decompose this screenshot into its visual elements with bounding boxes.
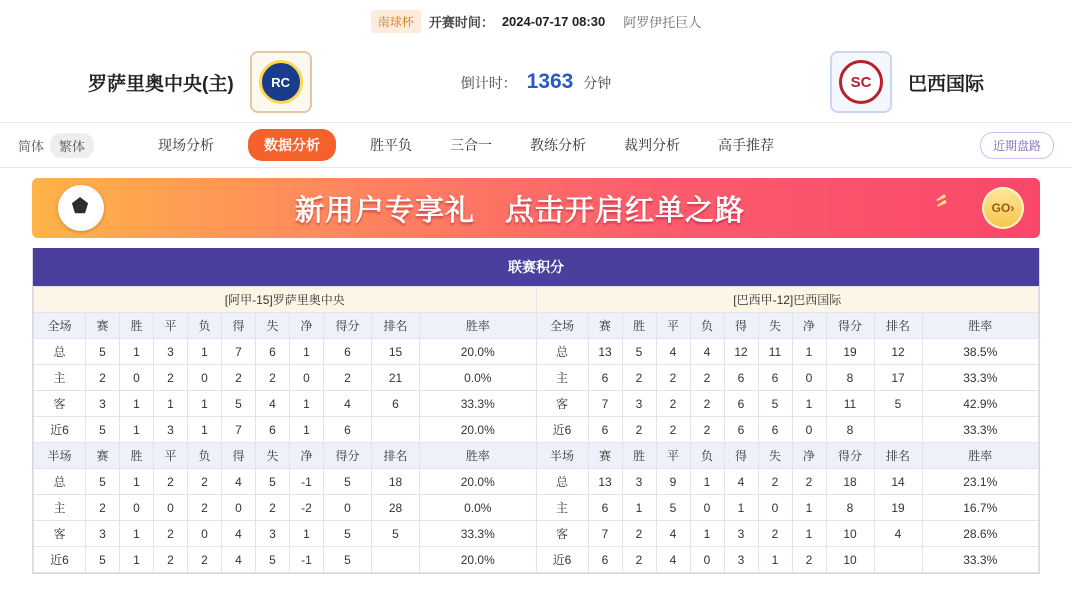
- full-right-r3-c7: 0: [792, 417, 826, 443]
- swoosh-icon: 〞: [935, 194, 964, 225]
- full-right-r0-c6: 11: [758, 339, 792, 365]
- full-left-r2-c10: 33.3%: [420, 391, 537, 417]
- half-rcol-7: 净: [792, 443, 826, 469]
- lang-traditional[interactable]: 繁体: [50, 133, 94, 158]
- full-left-r3-c4: 1: [188, 417, 222, 443]
- full-right-r2-c2: 3: [622, 391, 656, 417]
- table-row: [34, 365, 1039, 391]
- half-right-r3-c9: [874, 547, 922, 573]
- half-left-r0-c4: 2: [188, 469, 222, 495]
- full-right-r3-c0: 近6: [536, 417, 588, 443]
- full-left-r1-c9: 21: [372, 365, 420, 391]
- full-left-r0-c3: 3: [154, 339, 188, 365]
- full-right-r2-c8: 11: [826, 391, 874, 417]
- full-rcol-4: 负: [690, 313, 724, 339]
- full-left-r2-c5: 5: [222, 391, 256, 417]
- half-rcol-9: 排名: [874, 443, 922, 469]
- full-right-r2-c3: 2: [656, 391, 690, 417]
- full-left-r1-c10: 0.0%: [420, 365, 537, 391]
- full-left-r3-c6: 6: [256, 417, 290, 443]
- full-rcol-6: 失: [758, 313, 792, 339]
- full-right-r0-c9: 12: [874, 339, 922, 365]
- half-right-r1-c2: 1: [622, 495, 656, 521]
- half-right-r3-c5: 3: [724, 547, 758, 573]
- full-col-7: 净: [290, 313, 324, 339]
- full-col-10: 胜率: [420, 313, 537, 339]
- full-rcol-7: 净: [792, 313, 826, 339]
- full-rcol-10: 胜率: [922, 313, 1039, 339]
- half-col-1: 赛: [86, 443, 120, 469]
- half-right-r1-c6: 0: [758, 495, 792, 521]
- half-col-8: 得分: [324, 443, 372, 469]
- half-left-r3-c5: 4: [222, 547, 256, 573]
- match-info-bar: [0, 0, 1072, 42]
- full-left-r3-c10: 20.0%: [420, 417, 537, 443]
- half-col-0: 半场: [34, 443, 86, 469]
- half-right-r1-c7: 1: [792, 495, 826, 521]
- half-left-r3-c4: 2: [188, 547, 222, 573]
- half-left-r3-c9: [372, 547, 420, 573]
- full-left-r0-c8: 6: [324, 339, 372, 365]
- kickoff-label: 开赛时间：: [428, 14, 494, 30]
- full-right-r2-c10: 42.9%: [922, 391, 1039, 417]
- half-left-r3-c3: 2: [154, 547, 188, 573]
- half-col-5: 得: [222, 443, 256, 469]
- go-button[interactable]: GO›: [982, 187, 1024, 229]
- half-right-r3-c6: 1: [758, 547, 792, 573]
- half-left-r0-c5: 4: [222, 469, 256, 495]
- half-right-r0-c8: 18: [826, 469, 874, 495]
- away-crest-label: SC: [839, 60, 883, 104]
- full-left-r1-c8: 2: [324, 365, 372, 391]
- full-right-r1-c4: 2: [690, 365, 724, 391]
- full-right-r0-c3: 4: [656, 339, 690, 365]
- full-right-r1-c5: 6: [724, 365, 758, 391]
- half-left-r1-c9: 28: [372, 495, 420, 521]
- countdown-value: 1363: [526, 70, 574, 93]
- full-right-r1-c9: 17: [874, 365, 922, 391]
- half-right-r3-c1: 6: [588, 547, 622, 573]
- full-left-r3-c3: 3: [154, 417, 188, 443]
- half-left-r2-c3: 2: [154, 521, 188, 547]
- full-right-r1-c6: 6: [758, 365, 792, 391]
- half-right-r2-c5: 3: [724, 521, 758, 547]
- full-right-r3-c9: [874, 417, 922, 443]
- full-left-r3-c7: 1: [290, 417, 324, 443]
- full-rcol-0: 全场: [536, 313, 588, 339]
- half-left-r0-c7: -1: [290, 469, 324, 495]
- main-nav: [0, 122, 1072, 168]
- full-col-3: 平: [154, 313, 188, 339]
- half-rcol-0: 半场: [536, 443, 588, 469]
- left-team-header: [阿甲-15]罗萨里奥中央: [34, 287, 537, 313]
- half-right-r0-c3: 9: [656, 469, 690, 495]
- half-right-r0-c7: 2: [792, 469, 826, 495]
- teams-row: [0, 42, 1072, 122]
- countdown-label: 倒计时：: [460, 75, 517, 91]
- half-rcol-5: 得: [724, 443, 758, 469]
- countdown: [0, 70, 1072, 94]
- full-col-9: 排名: [372, 313, 420, 339]
- countdown-unit: 分钟: [583, 75, 612, 91]
- venue-note: 阿罗伊托巨人: [623, 14, 702, 30]
- full-right-r1-c7: 0: [792, 365, 826, 391]
- half-rcol-1: 赛: [588, 443, 622, 469]
- half-right-r1-c4: 0: [690, 495, 724, 521]
- promo-banner-text: 新用户专享礼 点击开启红单之路: [294, 194, 745, 227]
- full-right-r1-c3: 2: [656, 365, 690, 391]
- tab-coach-analysis[interactable]: 教练分析: [530, 137, 587, 153]
- tab-expert-picks[interactable]: 高手推荐: [718, 137, 775, 153]
- half-col-9: 排名: [372, 443, 420, 469]
- full-left-r0-c9: 15: [372, 339, 420, 365]
- standings-team-header-row: [34, 287, 1039, 313]
- half-right-r0-c5: 4: [724, 469, 758, 495]
- tab-data-analysis[interactable]: 数据分析: [248, 129, 336, 161]
- full-right-r3-c2: 2: [622, 417, 656, 443]
- half-right-r2-c1: 7: [588, 521, 622, 547]
- half-left-r0-c2: 1: [120, 469, 154, 495]
- full-left-r1-c1: 2: [86, 365, 120, 391]
- full-left-r0-c5: 7: [222, 339, 256, 365]
- half-left-r3-c10: 20.0%: [420, 547, 537, 573]
- half-rcol-4: 负: [690, 443, 724, 469]
- home-team-name: 罗萨里奥中央(主): [88, 73, 234, 95]
- full-rcol-2: 胜: [622, 313, 656, 339]
- full-right-r3-c6: 6: [758, 417, 792, 443]
- full-right-r2-c5: 6: [724, 391, 758, 417]
- half-right-r1-c1: 6: [588, 495, 622, 521]
- full-right-r0-c8: 19: [826, 339, 874, 365]
- full-right-r0-c7: 1: [792, 339, 826, 365]
- half-right-r3-c4: 0: [690, 547, 724, 573]
- full-right-r0-c5: 12: [724, 339, 758, 365]
- table-row: [34, 547, 1039, 573]
- half-right-r0-c6: 2: [758, 469, 792, 495]
- full-left-r1-c3: 2: [154, 365, 188, 391]
- half-right-r2-c9: 4: [874, 521, 922, 547]
- full-left-r3-c8: 6: [324, 417, 372, 443]
- full-left-r3-c1: 5: [86, 417, 120, 443]
- kickoff-time: 2024-07-17 08:30: [501, 13, 606, 29]
- half-left-r0-c1: 5: [86, 469, 120, 495]
- half-right-r0-c4: 1: [690, 469, 724, 495]
- half-right-r1-c3: 5: [656, 495, 690, 521]
- full-right-r2-c9: 5: [874, 391, 922, 417]
- half-col-7: 净: [290, 443, 324, 469]
- tab-live-analysis[interactable]: 现场分析: [158, 137, 215, 153]
- half-right-r3-c3: 4: [656, 547, 690, 573]
- full-rcol-8: 得分: [826, 313, 874, 339]
- half-right-r3-c7: 2: [792, 547, 826, 573]
- half-left-r2-c7: 1: [290, 521, 324, 547]
- half-col-4: 负: [188, 443, 222, 469]
- half-right-r1-c5: 1: [724, 495, 758, 521]
- full-header-row: [34, 313, 1039, 339]
- full-col-5: 得: [222, 313, 256, 339]
- half-left-r1-c6: 2: [256, 495, 290, 521]
- half-right-r2-c7: 1: [792, 521, 826, 547]
- half-right-r3-c10: 33.3%: [922, 547, 1039, 573]
- half-left-r2-c4: 0: [188, 521, 222, 547]
- half-left-r2-c1: 3: [86, 521, 120, 547]
- half-left-r2-c0: 客: [34, 521, 86, 547]
- half-right-r0-c1: 13: [588, 469, 622, 495]
- half-right-r2-c0: 客: [536, 521, 588, 547]
- half-rcol-10: 胜率: [922, 443, 1039, 469]
- half-left-r1-c2: 0: [120, 495, 154, 521]
- full-col-1: 赛: [86, 313, 120, 339]
- half-left-r0-c3: 2: [154, 469, 188, 495]
- half-left-r1-c5: 0: [222, 495, 256, 521]
- full-right-r1-c2: 2: [622, 365, 656, 391]
- half-left-r2-c8: 5: [324, 521, 372, 547]
- full-left-r3-c2: 1: [120, 417, 154, 443]
- full-left-r1-c4: 0: [188, 365, 222, 391]
- half-right-r1-c9: 19: [874, 495, 922, 521]
- soccer-ball-icon: [58, 185, 104, 231]
- standings-title: 联赛积分: [33, 248, 1039, 286]
- full-left-r1-c0: 主: [34, 365, 86, 391]
- half-left-r2-c2: 1: [120, 521, 154, 547]
- full-right-r3-c1: 6: [588, 417, 622, 443]
- half-left-r1-c3: 0: [154, 495, 188, 521]
- full-left-r0-c10: 20.0%: [420, 339, 537, 365]
- full-col-4: 负: [188, 313, 222, 339]
- right-team-header: [巴西甲-12]巴西国际: [536, 287, 1039, 313]
- half-right-r1-c0: 主: [536, 495, 588, 521]
- full-right-r1-c1: 6: [588, 365, 622, 391]
- full-right-r1-c10: 33.3%: [922, 365, 1039, 391]
- lang-simplified[interactable]: 简体: [18, 138, 45, 154]
- full-left-r2-c9: 6: [372, 391, 420, 417]
- away-team-crest-icon: [830, 51, 892, 113]
- full-right-r3-c8: 8: [826, 417, 874, 443]
- half-rcol-2: 胜: [622, 443, 656, 469]
- half-right-r1-c10: 16.7%: [922, 495, 1039, 521]
- full-right-r3-c10: 33.3%: [922, 417, 1039, 443]
- full-right-r3-c4: 2: [690, 417, 724, 443]
- half-left-r0-c8: 5: [324, 469, 372, 495]
- half-right-r0-c9: 14: [874, 469, 922, 495]
- recent-odds-button[interactable]: 近期盘路: [980, 132, 1054, 159]
- full-rcol-3: 平: [656, 313, 690, 339]
- table-row: [34, 469, 1039, 495]
- half-left-r0-c6: 5: [256, 469, 290, 495]
- half-left-r1-c4: 2: [188, 495, 222, 521]
- full-right-r0-c10: 38.5%: [922, 339, 1039, 365]
- full-left-r2-c6: 4: [256, 391, 290, 417]
- half-left-r3-c6: 5: [256, 547, 290, 573]
- full-col-6: 失: [256, 313, 290, 339]
- full-right-r2-c7: 1: [792, 391, 826, 417]
- full-right-r3-c3: 2: [656, 417, 690, 443]
- half-left-r3-c1: 5: [86, 547, 120, 573]
- half-left-r1-c1: 2: [86, 495, 120, 521]
- half-rcol-6: 失: [758, 443, 792, 469]
- half-left-r2-c6: 3: [256, 521, 290, 547]
- full-left-r0-c4: 1: [188, 339, 222, 365]
- table-row: [34, 339, 1039, 365]
- full-rcol-1: 赛: [588, 313, 622, 339]
- half-right-r2-c3: 4: [656, 521, 690, 547]
- away-team-name: 巴西国际: [907, 73, 984, 95]
- half-right-r3-c2: 2: [622, 547, 656, 573]
- full-left-r2-c1: 3: [86, 391, 120, 417]
- full-right-r0-c4: 4: [690, 339, 724, 365]
- tab-referee-analysis[interactable]: 裁判分析: [624, 137, 681, 153]
- half-col-2: 胜: [120, 443, 154, 469]
- promo-banner[interactable]: [32, 178, 1040, 238]
- half-rcol-8: 得分: [826, 443, 874, 469]
- standings-panel: [32, 248, 1040, 574]
- half-left-r3-c8: 5: [324, 547, 372, 573]
- full-left-r1-c2: 0: [120, 365, 154, 391]
- full-right-r0-c2: 5: [622, 339, 656, 365]
- table-row: [34, 521, 1039, 547]
- table-row: [34, 391, 1039, 417]
- full-col-0: 全场: [34, 313, 86, 339]
- half-right-r0-c0: 总: [536, 469, 588, 495]
- full-left-r2-c7: 1: [290, 391, 324, 417]
- half-right-r2-c6: 2: [758, 521, 792, 547]
- half-rcol-3: 平: [656, 443, 690, 469]
- nav-items: [154, 129, 778, 161]
- half-right-r0-c2: 3: [622, 469, 656, 495]
- full-right-r2-c4: 2: [690, 391, 724, 417]
- home-crest-label: RC: [259, 60, 303, 104]
- full-right-r3-c5: 6: [724, 417, 758, 443]
- half-left-r0-c10: 20.0%: [420, 469, 537, 495]
- full-col-8: 得分: [324, 313, 372, 339]
- full-rcol-5: 得: [724, 313, 758, 339]
- half-left-r3-c2: 1: [120, 547, 154, 573]
- table-row: [34, 417, 1039, 443]
- full-left-r1-c6: 2: [256, 365, 290, 391]
- half-col-3: 平: [154, 443, 188, 469]
- half-left-r1-c0: 主: [34, 495, 86, 521]
- full-left-r2-c3: 1: [154, 391, 188, 417]
- full-right-r0-c0: 总: [536, 339, 588, 365]
- half-col-10: 胜率: [420, 443, 537, 469]
- full-left-r3-c9: [372, 417, 420, 443]
- half-col-6: 失: [256, 443, 290, 469]
- half-left-r2-c5: 4: [222, 521, 256, 547]
- full-right-r2-c6: 5: [758, 391, 792, 417]
- full-left-r2-c4: 1: [188, 391, 222, 417]
- full-right-r0-c1: 13: [588, 339, 622, 365]
- half-left-r3-c7: -1: [290, 547, 324, 573]
- full-left-r0-c6: 6: [256, 339, 290, 365]
- table-row: [34, 495, 1039, 521]
- full-right-r2-c0: 客: [536, 391, 588, 417]
- half-right-r2-c8: 10: [826, 521, 874, 547]
- half-right-r2-c10: 28.6%: [922, 521, 1039, 547]
- tab-three-in-one[interactable]: 三合一: [450, 137, 493, 153]
- full-col-2: 胜: [120, 313, 154, 339]
- language-switch[interactable]: [18, 133, 94, 158]
- full-left-r2-c2: 1: [120, 391, 154, 417]
- half-left-r2-c10: 33.3%: [420, 521, 537, 547]
- half-left-r3-c0: 近6: [34, 547, 86, 573]
- half-right-r3-c8: 10: [826, 547, 874, 573]
- full-left-r2-c8: 4: [324, 391, 372, 417]
- league-tag: 南球杯: [371, 10, 421, 33]
- full-left-r3-c0: 近6: [34, 417, 86, 443]
- half-header-row: [34, 443, 1039, 469]
- half-left-r1-c7: -2: [290, 495, 324, 521]
- tab-win-draw-lose[interactable]: 胜平负: [370, 137, 413, 153]
- half-left-r2-c9: 5: [372, 521, 420, 547]
- full-left-r3-c5: 7: [222, 417, 256, 443]
- full-left-r0-c7: 1: [290, 339, 324, 365]
- full-left-r2-c0: 客: [34, 391, 86, 417]
- full-rcol-9: 排名: [874, 313, 922, 339]
- half-right-r0-c10: 23.1%: [922, 469, 1039, 495]
- full-right-r1-c8: 8: [826, 365, 874, 391]
- full-left-r1-c7: 0: [290, 365, 324, 391]
- full-right-r1-c0: 主: [536, 365, 588, 391]
- full-right-r2-c1: 7: [588, 391, 622, 417]
- half-left-r1-c10: 0.0%: [420, 495, 537, 521]
- full-left-r0-c0: 总: [34, 339, 86, 365]
- standings-table: [33, 286, 1039, 573]
- half-left-r0-c0: 总: [34, 469, 86, 495]
- half-right-r2-c2: 2: [622, 521, 656, 547]
- half-right-r1-c8: 8: [826, 495, 874, 521]
- half-right-r2-c4: 1: [690, 521, 724, 547]
- half-left-r1-c8: 0: [324, 495, 372, 521]
- full-left-r0-c1: 5: [86, 339, 120, 365]
- half-right-r3-c0: 近6: [536, 547, 588, 573]
- full-left-r1-c5: 2: [222, 365, 256, 391]
- half-left-r0-c9: 18: [372, 469, 420, 495]
- full-left-r0-c2: 1: [120, 339, 154, 365]
